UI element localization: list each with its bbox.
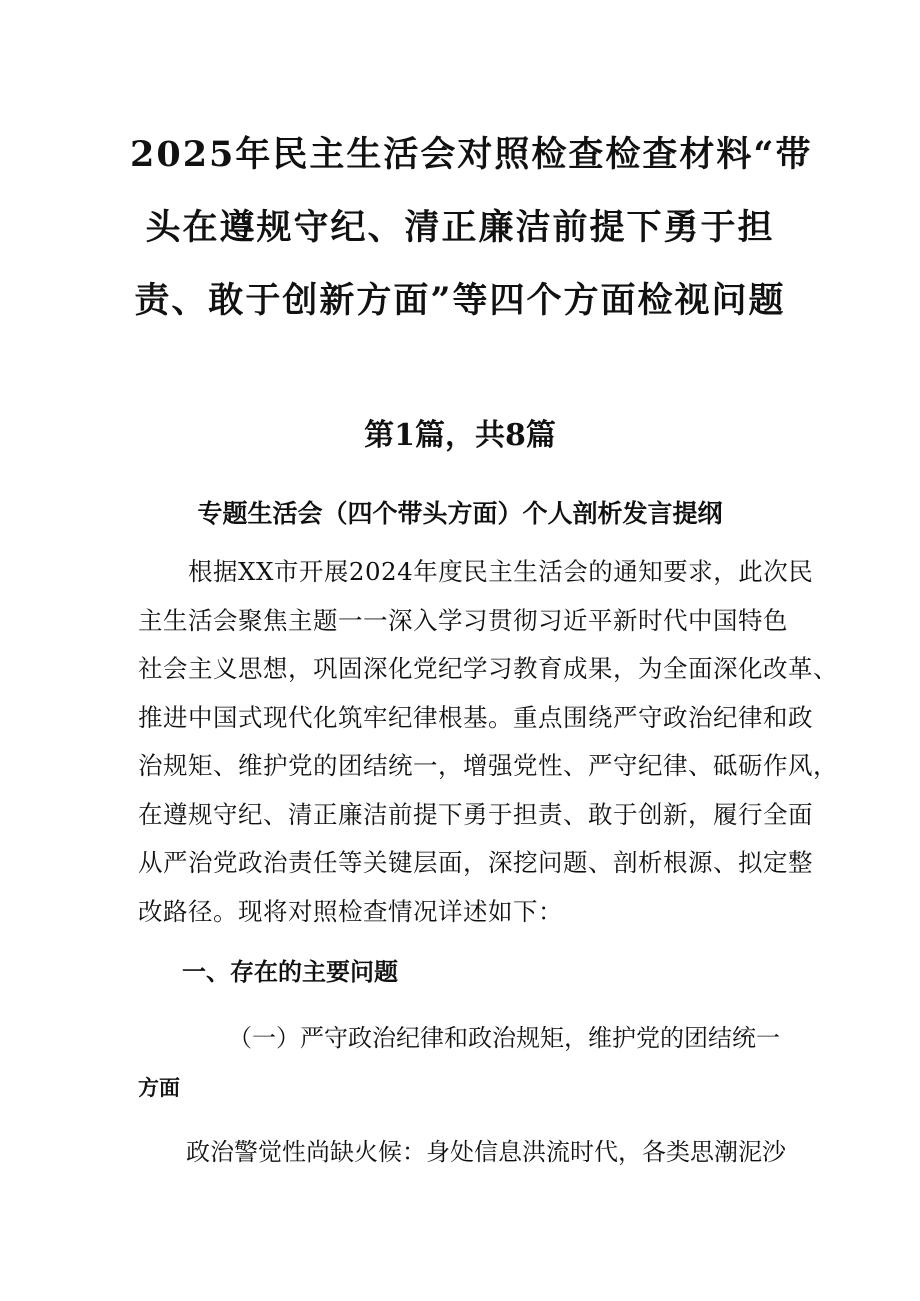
intro-line: 治规矩、维护党的团结统一，增强党性、严守纪律、砥砺作风， [138, 751, 838, 780]
title-line-3: 责、敢于创新方面”等四个方面检视问题 [134, 280, 786, 321]
intro-line: 从严治党政治责任等关键层面，深挖问题、剖析根源、拟定整 [138, 848, 813, 877]
intro-line: 在遵规守纪、清正廉洁前提下勇于担责、敢于创新，履行全面 [138, 799, 813, 829]
section-heading: 一、存在的主要问题 [182, 958, 398, 986]
intro-paragraph [138, 548, 838, 936]
title-line-1: 2025年民主生活会对照检查检查材料“带 [130, 134, 813, 175]
intro-line: 根据XX市开展2024年度民主生活会的通知要求，此次民 [138, 557, 814, 586]
intro-line: 改路径。现将对照检查情况详述如下： [138, 896, 563, 926]
sub-heading: （一）严守政治纪律和政治规矩，维护党的团结统一 [228, 1024, 780, 1052]
sub-heading-continuation: 方面 [138, 1076, 180, 1100]
body-paragraph: 政治警觉性尚缺火候：身处信息洪流时代，各类思潮泥沙 [186, 1138, 786, 1166]
document-title [130, 118, 813, 337]
article-number: 第1篇，共8篇 [364, 418, 556, 453]
title-line-2: 头在遵规守纪、清正廉洁前提下勇于担 [145, 207, 775, 248]
document-subtitle: 专题生活会（四个带头方面）个人剖析发言提纲 [197, 499, 723, 528]
intro-line: 推进中国式现代化筑牢纪律根基。重点围绕严守政治纪律和政 [138, 702, 813, 732]
intro-line: 社会主义思想，巩固深化党纪学习教育成果，为全面深化改革、 [138, 654, 838, 683]
intro-line: 主生活会聚焦主题一一深入学习贯彻习近平新时代中国特色 [138, 605, 788, 635]
